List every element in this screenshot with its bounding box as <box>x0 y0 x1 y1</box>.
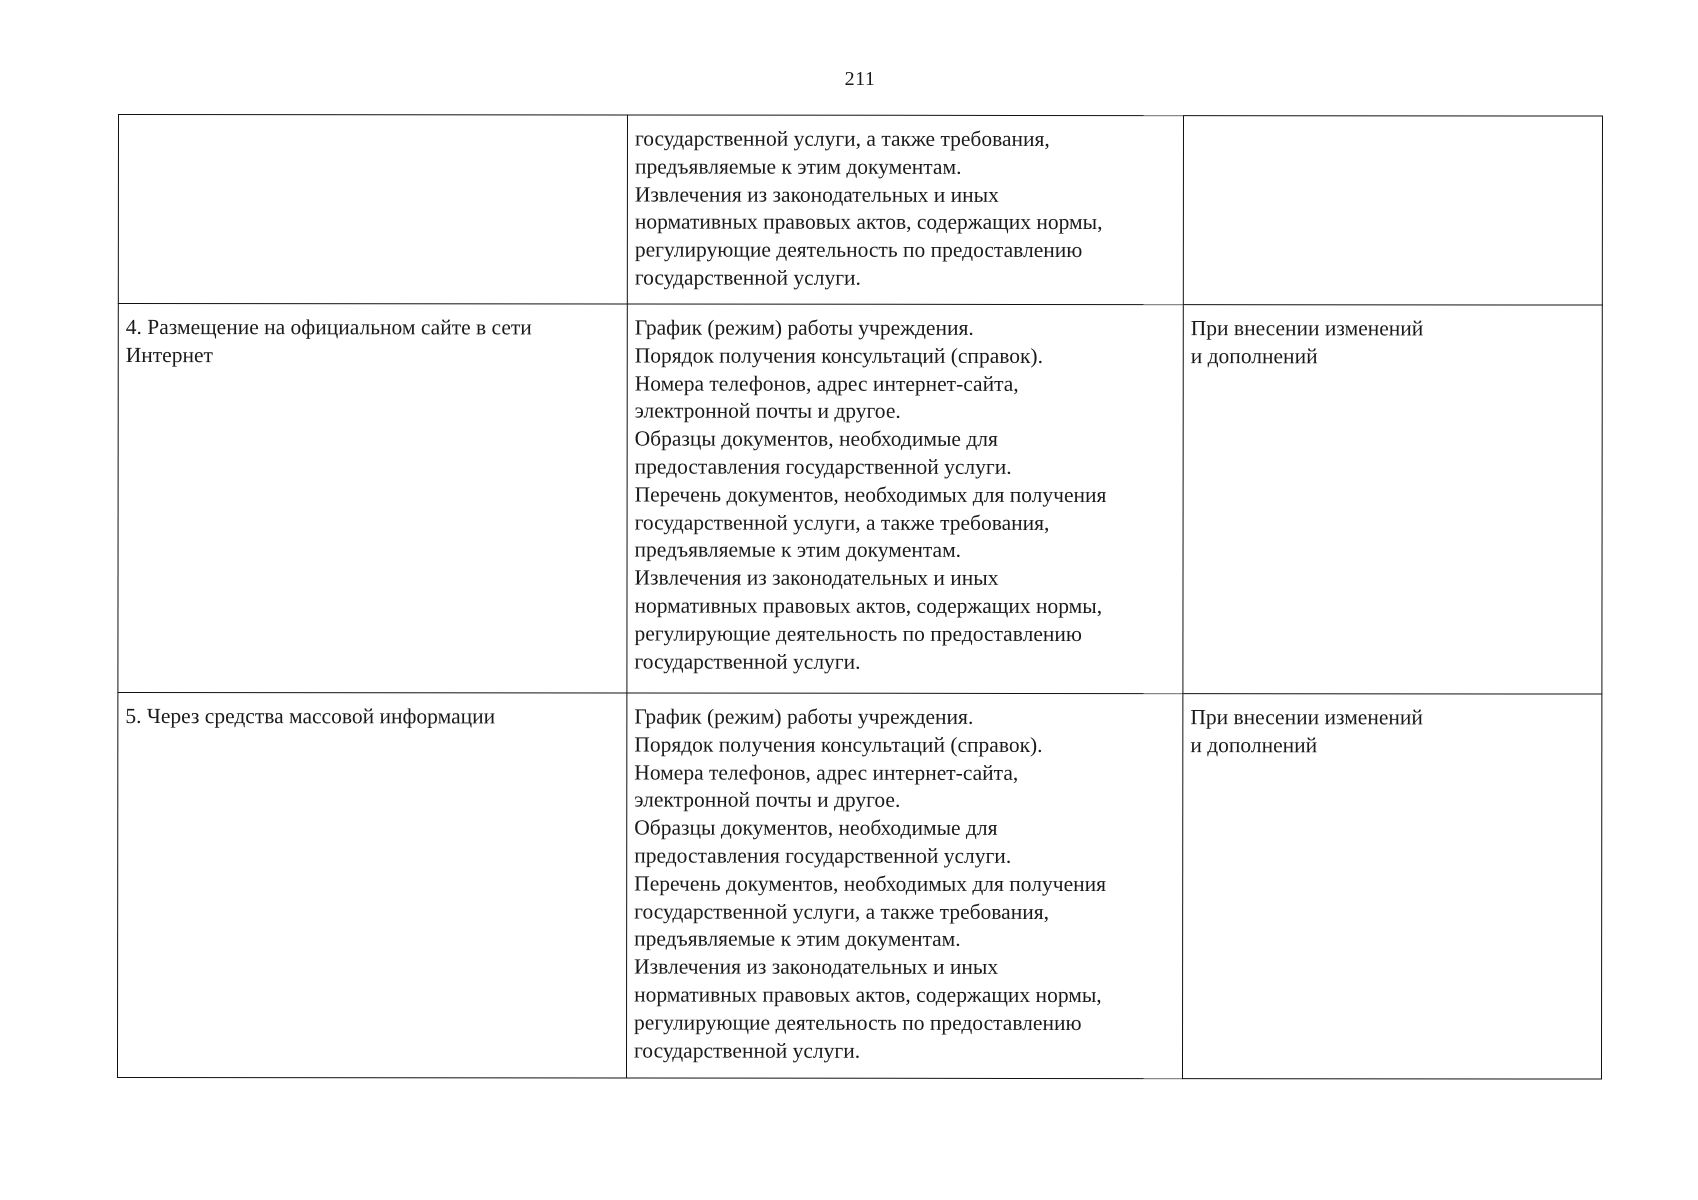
content-line: государственной услуги, а также требования, <box>634 899 1050 924</box>
content-line: электронной почты и другое. <box>634 787 901 813</box>
page-number: 211 <box>844 68 876 90</box>
frequency-cell <box>1183 305 1602 694</box>
content-line: регулирующие деятельность по предоставлению <box>634 1010 1082 1035</box>
content-line: Номера телефонов, адрес интернет-сайта, <box>634 371 1019 396</box>
content-line: Извлечения из законодательных и иных <box>634 565 999 591</box>
content-line: График (режим) работы учреждения. <box>634 704 974 729</box>
method-cell <box>118 304 627 694</box>
content-line: регулирующие деятельность по предоставлению <box>634 237 1083 263</box>
content-line: Перечень документов, необходимых для получения <box>634 482 1107 507</box>
table-row <box>118 115 1602 306</box>
content-cell <box>627 115 1183 305</box>
frequency-line: При внесении изменений <box>1190 705 1423 730</box>
table-row <box>117 693 1601 1080</box>
content-line: государственной услуги, а также требования, <box>634 510 1050 535</box>
info-table <box>117 114 1603 1080</box>
content-line: нормативных правовых актов, содержащих нормы, <box>634 209 1103 235</box>
content-line: Порядок получения консультаций (справок). <box>634 732 1043 757</box>
content-line: нормативных правовых актов, содержащих нормы, <box>634 593 1103 618</box>
method-line: 5. Через средства массовой информации <box>125 704 496 729</box>
content-line: предоставления государственной услуги. <box>634 454 1012 479</box>
frequency-cell <box>1183 116 1602 305</box>
method-line: Интернет <box>125 342 213 367</box>
content-cell <box>626 693 1182 1079</box>
content-cell <box>627 304 1183 694</box>
content-line: предъявляемые к этим документам. <box>634 537 962 563</box>
content-line: Образцы документов, необходимые для <box>634 815 998 841</box>
frequency-line: и дополнений <box>1190 343 1318 369</box>
content-line: Номера телефонов, адрес интернет-сайта, <box>634 760 1019 785</box>
content-line: предъявляемые к этим документам. <box>634 926 961 952</box>
content-line: государственной услуги, а также требования, <box>634 126 1050 151</box>
content-line: предъявляемые к этим документам. <box>634 154 962 179</box>
content-line: предоставления государственной услуги. <box>634 843 1012 868</box>
content-line: Извлечения из законодательных и иных <box>634 954 999 980</box>
table-row <box>118 304 1602 695</box>
content-line: нормативных правовых актов, содержащих нормы, <box>634 982 1102 1007</box>
method-cell <box>118 115 627 305</box>
content-line: электронной почты и другое. <box>634 398 901 424</box>
content-line: государственной услуги. <box>634 265 861 290</box>
frequency-line: и дополнений <box>1190 732 1318 758</box>
content-line: регулирующие деятельность по предоставлению <box>634 621 1082 646</box>
content-line: Перечень документов, необходимых для получения <box>634 871 1107 896</box>
method-line: 4. Размещение на официальном сайте в сети <box>125 315 532 340</box>
content-line: Извлечения из законодательных и иных <box>634 182 999 207</box>
frequency-line: При внесении изменений <box>1190 316 1424 341</box>
method-cell <box>117 693 626 1079</box>
content-line: государственной услуги. <box>634 1038 861 1063</box>
content-line: Порядок получения консультаций (справок). <box>634 343 1043 368</box>
content-line: государственной услуги. <box>634 649 861 674</box>
content-line: График (режим) работы учреждения. <box>634 315 974 340</box>
content-line: Образцы документов, необходимые для <box>634 426 998 452</box>
frequency-cell <box>1182 694 1601 1079</box>
